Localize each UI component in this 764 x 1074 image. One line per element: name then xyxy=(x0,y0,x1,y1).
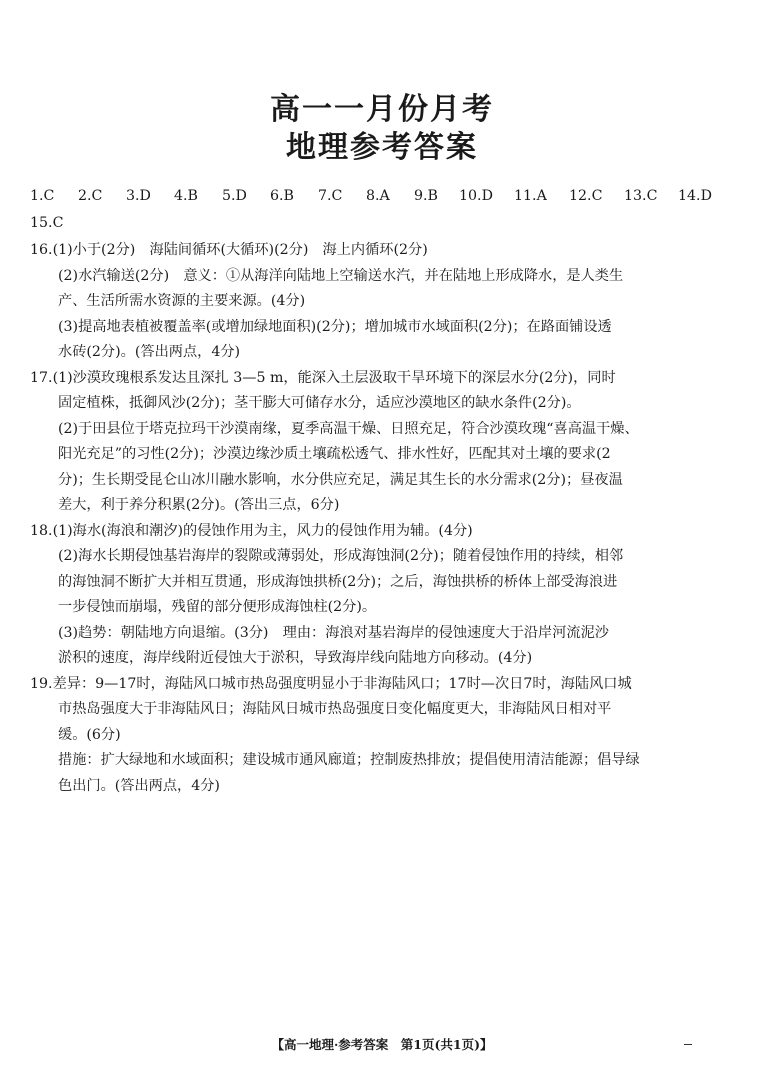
answer-line: 水砖(2分)。(答出两点，4分) xyxy=(58,344,241,360)
answer-line: 阳光充足”的习性(2分)；沙漠边缘沙质土壤疏松透气、排水性好，匹配其对土壤的要求(2 xyxy=(58,446,611,462)
choice-answer: 9.B xyxy=(414,188,438,204)
title-line-1: 高一一月份月考 xyxy=(270,92,494,127)
choice-answer: 13.C xyxy=(624,188,658,204)
answer-line: 固定植株，抵御风沙(2分)；茎干膨大可储存水分，适应沙漠地区的缺水条件(2分)。 xyxy=(58,395,581,411)
answer-line: 缓。(6分) xyxy=(58,727,121,743)
choice-answer: 6.B xyxy=(270,188,294,204)
choice-answer: 12.C xyxy=(569,188,603,204)
title-line-2: 地理参考答案 xyxy=(286,130,478,165)
choice-answer: 3.D xyxy=(126,188,151,204)
answer-line: (2)海水长期侵蚀基岩海岸的裂隙或薄弱处，形成海蚀洞(2分)；随着侵蚀作用的持续，相邻 xyxy=(58,548,624,564)
answer-line: 一步侵蚀而崩塌，残留的部分便形成海蚀柱(2分)。 xyxy=(58,599,377,615)
answer-line: 17.(1)沙漠玫瑰根系发达且深扎 3—5 m，能深入土层汲取干旱环境下的深层水分(2分)，同时 xyxy=(30,370,616,386)
choice-answer: 7.C xyxy=(318,188,343,204)
answer-line: 分)；生长期受昆仑山冰川融水影响，水分供应充足，满足其生长的水分需求(2分)；昼夜温 xyxy=(58,472,623,488)
choice-answer: 14.D xyxy=(678,188,712,204)
choice-answer: 1.C xyxy=(30,188,55,204)
choice-answer: 10.D xyxy=(459,188,493,204)
answer-line: 的海蚀洞不断扩大并相互贯通，形成海蚀拱桥(2分)；之后，海蚀拱桥的桥体上部受海浪进 xyxy=(58,574,618,590)
answer-line: 措施：扩大绿地和水域面积；建设城市通风廊道；控制废热排放；提倡使用清洁能源；倡导绿 xyxy=(58,752,640,768)
answer-line: 市热岛强度大于非海陆风日；海陆风日城市热岛强度日变化幅度更大，非海陆风日相对平 xyxy=(58,701,612,717)
answer-line: 色出门。(答出两点，4分) xyxy=(58,778,220,794)
answer-line: (3)趋势：朝陆地方向退缩。(3分) 理由：海浪对基岩海岸的侵蚀速度大于沿岸河流泥沙 xyxy=(58,625,609,641)
page-footer: 【高一地理·参考答案 第1页(共1页)】 xyxy=(271,1037,493,1052)
footer-mark xyxy=(684,1044,692,1045)
choice-answer: 11.A xyxy=(514,188,547,204)
answer-line: (2)于田县位于塔克拉玛干沙漠南缘，夏季高温干燥、日照充足，符合沙漠玫瑰“喜高温干燥、 xyxy=(58,421,639,437)
choice-answer: 8.A xyxy=(366,188,390,204)
answer-line: 16.(1)小于(2分) 海陆间循环(大循环)(2分) 海上内循环(2分) xyxy=(30,242,428,258)
choice-answer: 5.D xyxy=(222,188,247,204)
answer-line: 18.(1)海水(海浪和潮汐)的侵蚀作用为主，风力的侵蚀作用为辅。(4分) xyxy=(30,523,473,539)
answer-line: 产、生活所需水资源的主要来源。(4分) xyxy=(58,293,306,309)
choice-answer: 4.B xyxy=(174,188,198,204)
choice-answer: 2.C xyxy=(78,188,103,204)
answer-line: 差大，利于养分积累(2分)。(答出三点，6分) xyxy=(58,497,340,513)
choice-answer-15: 15.C xyxy=(30,215,64,231)
answer-line: 淤积的速度，海岸线附近侵蚀大于淤积，导致海岸线向陆地方向移动。(4分) xyxy=(58,650,533,666)
answer-line: 19.差异：9—17时，海陆风口城市热岛强度明显小于非海陆风口；17时—次日7时，海陆风口城 xyxy=(30,676,632,692)
choice-answers xyxy=(30,188,730,208)
answer-line: (3)提高地表植被覆盖率(或增加绿地面积)(2分)；增加城市水域面积(2分)；在路面铺设透 xyxy=(58,319,612,335)
answer-line: (2)水汽输送(2分) 意义：①从海洋向陆地上空输送水汽，并在陆地上形成降水，是人类生 xyxy=(58,268,624,284)
